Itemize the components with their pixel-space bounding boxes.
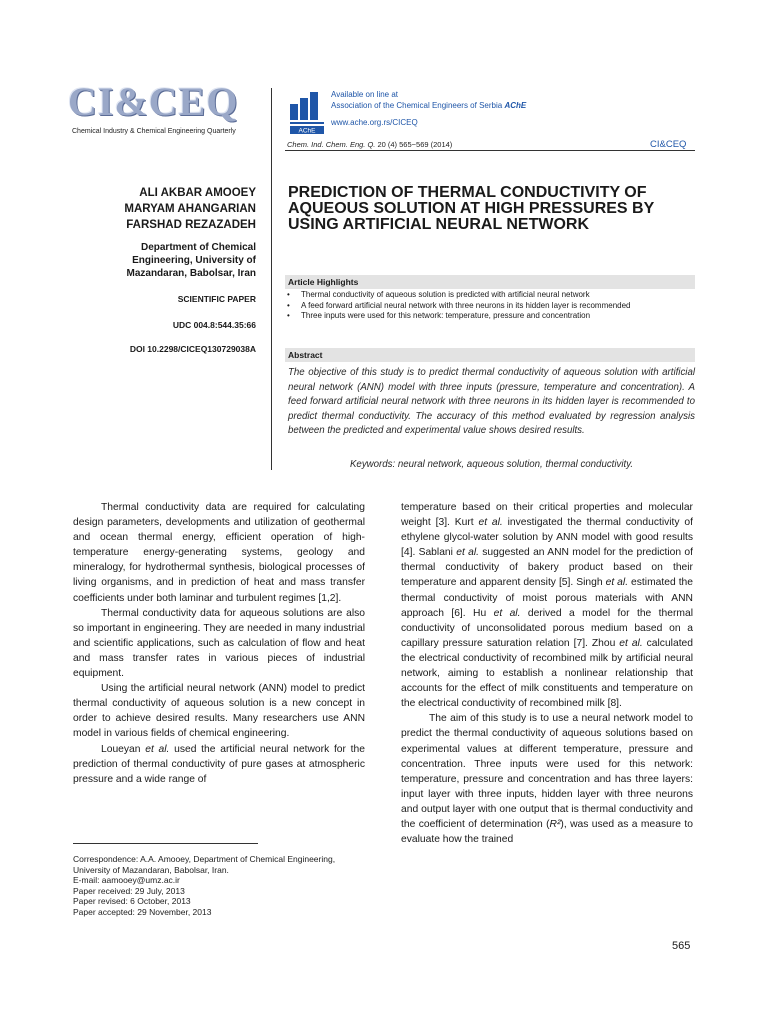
et-al: et al. (145, 743, 170, 755)
affiliation: Department of Chemical Engineering, University of Mazandaran, Babolsar, Iran (126, 242, 256, 279)
date-accepted: Paper accepted: 29 November, 2013 (73, 906, 212, 917)
author-name: MARYAM AHANGARIAN (124, 203, 256, 215)
text-run: Loueyan (101, 743, 146, 755)
text-run: estimated the thermal conductivity of moist porous materials with ANN approach [6]. Hu (401, 577, 694, 619)
text-run: temperature based on their critical properties and molecular weight [3]. Kurt (401, 502, 693, 529)
udc-code: UDC 004.8:544.35:66 (172, 320, 256, 330)
paragraph: Thermal conductivity data for aqueous solutions are also so important in engineering. They are needed in many industrial and scientific applications, such as calculation of flow and heat and mass transfer rates in various pieces of industrial equipment. (73, 607, 365, 680)
et-al: et al. (605, 577, 629, 589)
et-al: et al. (478, 517, 503, 529)
journal-subtitle: Chemical Industry & Chemical Engineering Quarterly (72, 128, 236, 135)
et-al: et al. (456, 547, 479, 559)
footnote-rule (73, 843, 258, 844)
page-number: 565 (672, 940, 691, 952)
author-list (118, 185, 256, 233)
ache-association-text: Association of the Chemical Engineers of Serbia (331, 100, 505, 110)
citation-volume: 20 (4) 565−569 (2014) (375, 140, 453, 149)
ache-association-abbr: AChE (504, 100, 527, 110)
text-run: The aim of this study is to use a neural network model to predict the thermal conductivity of aqueous solutions based on experimental values at different temperature, pressure and concentration. Three inputs were used for this network: temperature, pressure and concentration and has three layers: input layer with three inputs, hidden layer with three neurons and output layer with one output that is thermal conductivity and the coefficient of determination ( (401, 713, 693, 830)
author-name: ALI AKBAR AMOOEY (139, 187, 256, 199)
available-online: Available on line at (331, 90, 399, 99)
abstract-text: The objective of this study is to predict thermal conductivity of aqueous solution with artificial neural network (ANN) model with three inputs (pressure, temperature and concentration). A feed forward artificial neural network with three neurons in its hidden layer is recommended to predict thermal conductivity. The accuracy of this method evaluated by regression analysis between the predicted and experimental value shows desired results. (288, 367, 695, 436)
journal-citation (287, 140, 452, 149)
ache-badge-text: AChE (298, 127, 316, 134)
paragraph (401, 711, 693, 847)
r-squared: R² (549, 818, 561, 830)
text-run: investigated the thermal conductivity of ethylene glycol-water solution by ANN model with good results [4]. Sablani (401, 517, 693, 559)
abstract-bar (285, 348, 695, 362)
text-run: calculated the electrical conductivity of recombined milk by artificial neural network, aiming to establish a nonlinear relationship that accounts for the effect of milk constituents and temperature on the electrical conductivity of recombined milk [8]. (401, 637, 694, 710)
et-al: et al. (493, 607, 521, 619)
body-column-right (401, 500, 693, 847)
paragraph (73, 742, 365, 787)
correspondence: Correspondence: A.A. Amooey, Department of Chemical Engineering, University of Mazandaran, Babolsar, Iran. (73, 854, 336, 875)
vertical-divider (271, 88, 272, 470)
citation-journal-abbr: CI&CEQ (650, 139, 687, 150)
journal-logo: CI&CEQ (68, 79, 239, 124)
ache-url-link[interactable]: www.ache.org.rs/CICEQ (331, 118, 418, 127)
body-column-left (73, 500, 365, 787)
header-rule (285, 150, 695, 151)
date-revised: Paper revised: 6 October, 2013 (73, 896, 191, 906)
paper-title: PREDICTION OF THERMAL CONDUCTIVITY OF AQUEOUS SOLUTION AT HIGH PRESSURES BY USING ARTIFICIAL NEURAL NETWORK (288, 184, 654, 233)
highlight-item: • Thermal conductivity of aqueous solution is predicted with artificial neural network (287, 290, 695, 301)
text-run: suggested an ANN model for the prediction of thermal conductivity of bakery product based on their temperature and apparent density [5]. Singh (401, 547, 693, 589)
paper-type: SCIENTIFIC PAPER (177, 294, 256, 304)
ache-info (331, 90, 526, 129)
paragraph (401, 500, 693, 711)
author-name: FARSHAD REZAZADEH (126, 219, 256, 231)
doi-link[interactable]: DOI 10.2298/CICEQ130729038A (129, 344, 256, 354)
text-run: derived a model for the thermal conductivity of unconsolidated porous medium based on a capillary pressure saturation relation [7]. Zhou (401, 607, 694, 649)
date-received: Paper received: 29 July, 2013 (73, 885, 185, 896)
footnotes (73, 854, 373, 917)
citation-journal: Chem. Ind. Chem. Eng. Q. (287, 140, 376, 149)
text-run: used the artificial neural network for the prediction of thermal conductivity of pure gases at atmospheric pressure and a wide range of (73, 743, 365, 785)
email-link[interactable]: E-mail: aamooey@umz.ac.ir (73, 875, 180, 885)
highlight-item: • Three inputs were used for this network: temperature, pressure and concentration (287, 311, 695, 322)
ache-logo-icon (288, 90, 326, 134)
highlights-heading: Article Highlights (288, 277, 359, 287)
ache-association (331, 101, 526, 112)
abstract-heading: Abstract (288, 350, 323, 360)
text-run: ), was used as a measure to evaluate how the trained (401, 818, 693, 846)
keywords: Keywords: neural network, aqueous solution, thermal conductivity. (349, 459, 634, 470)
paragraph: Thermal conductivity data are required for calculating design parameters, developments and utilization of geothermal and ocean thermal energy, efficient operation of high-temperature energy-generating systems, geology and mineralogy, for hydrothermal synthesis, biological processes of living organisms, and in prediction of heat and mass transfer coefficients under both laminar and turbulent regimes [1,2]. (73, 502, 365, 604)
highlights-list (287, 290, 695, 322)
et-al: et al. (619, 637, 643, 649)
highlight-item: • A feed forward artificial neural network with three neurons in its hidden layer is recommended (287, 301, 695, 312)
paragraph: Using the artificial neural network (ANN) model to predict thermal conductivity of aqueous solution is a new concept in order to achieve desired results. Many researchers use ANN model in various fields of chemical engineering. (73, 683, 365, 740)
